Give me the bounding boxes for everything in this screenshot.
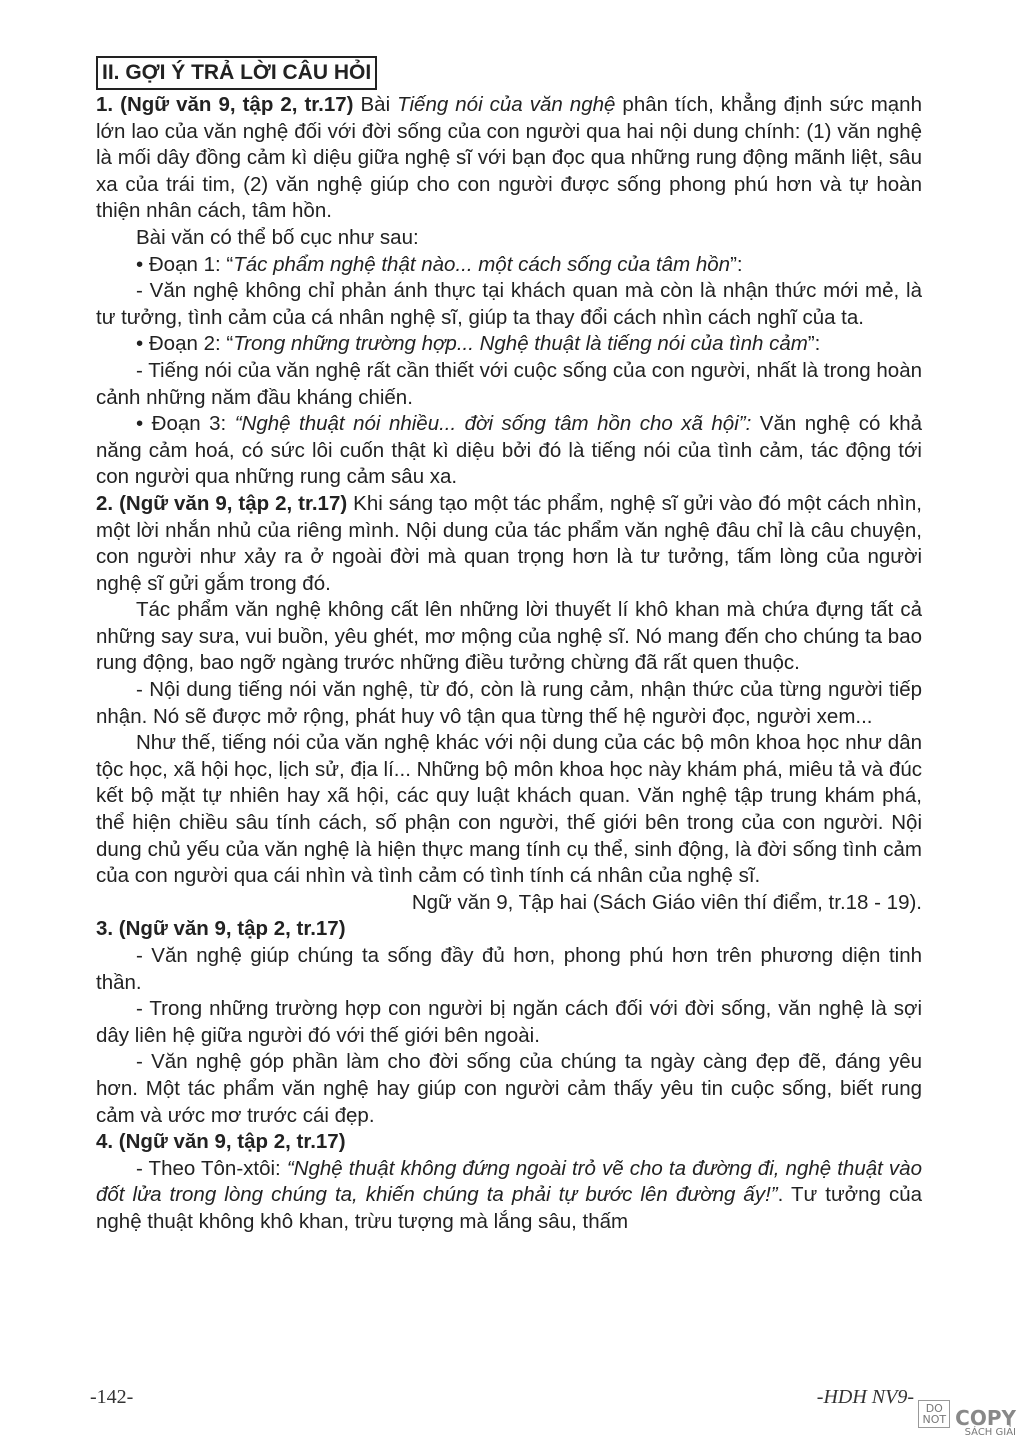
- q1-section-2: [96, 331, 922, 358]
- q3-heading: [96, 916, 922, 943]
- q3-paragraph-1: - Văn nghệ giúp chúng ta sống đầy đủ hơn, phong phú hơn trên phương diện tinh thần.: [96, 944, 922, 994]
- q2-paragraph-3: - Nội dung tiếng nói văn nghệ, từ đó, còn là rung cảm, nhận thức của từng người tiếp nhận. Nó sẽ được mở rộng, phát huy vô tận qua từng thế hệ người đọc, người xem...: [96, 678, 922, 728]
- q2-text-1: Khi sáng tạo một tác phẩm, nghệ sĩ gửi vào đó một cách nhìn, một lời nhắn nhủ của riêng mình. Nội dung của tác phẩm văn nghệ đâu chỉ là câu chuyện, con người như xảy ra ở ngoài đời mà quan trọng hơn là tư tưởng, tấm lòng của người nghệ sĩ gửi gắm trong đó.: [96, 491, 922, 595]
- q1-title: Tiếng nói của văn nghệ: [397, 93, 616, 116]
- q1-s3-label: • Đoạn 3:: [136, 412, 235, 436]
- q4-text-2: . Tư tưởng của nghệ thuật không khô khan, trừu tượng mà lắng sâu, thấm: [96, 1183, 922, 1233]
- q2-paragraph-4: Như thế, tiếng nói của văn nghệ khác với nội dung của các bộ môn khoa học như dân tộc học, xã hội học, lịch sử, địa lí... Những bộ môn khoa học này khám phá, miêu tả và đúc kết bộ mặt tự nhiên hay xã hội, các quy luật khách quan. Văn nghệ tập trung khám phá, thể hiện chiều sâu tính cách, số phận con người, thế giới bên trong của con người. Nội dung chủ yếu của văn nghệ là hiện thực mang tính cụ thể, sinh động, là đời sống tình cảm của con người qua cái nhìn và tình cảm có tình tính cá nhân của nghệ sĩ.: [96, 731, 922, 888]
- q1-s1-end: ”:: [730, 252, 743, 276]
- q2-label: 2. (Ngữ văn 9, tập 2, tr.17): [96, 491, 348, 515]
- q2-paragraph-1: [96, 491, 922, 597]
- q4-quote: “Nghệ thuật không đứng ngoài trỏ vẽ cho ta đường đi, nghệ thuật vào đốt lửa trong lòng chúng ta, khiến chúng ta phải tự bước lên đường ấy!”: [96, 1156, 922, 1207]
- q2-paragraph-2: Tác phẩm văn nghệ không cất lên những lời thuyết lí khô khan mà chứa đựng tất cả những say sưa, vui buồn, yêu ghét, mơ mộng của nghệ sĩ. Nó mang đến cho chúng ta bao rung động, bao ngỡ ngàng trước những điều tưởng chừng đã rất quen thuộc.: [96, 598, 922, 675]
- page-number: -142-: [90, 1386, 134, 1408]
- q1-s2-text: - Tiếng nói của văn nghệ rất cần thiết với cuộc sống của con người, nhất là trong hoàn cảnh những năm đầu kháng chiến.: [96, 358, 922, 409]
- q1-paragraph: [96, 92, 922, 225]
- watermark-do-not: [918, 1400, 950, 1428]
- watermark-copy: COPY: [955, 1406, 1016, 1430]
- q1-section-1: [96, 252, 922, 279]
- q4-text-1: - Theo Tôn-xtôi:: [136, 1156, 287, 1180]
- q1-s3-quote: “Nghệ thuật nói nhiều... đời sống tâm hồn cho xã hội”:: [234, 412, 752, 436]
- q3-paragraph-2: - Trong những trường hợp con người bị ngăn cách đối với đời sống, văn nghệ là sợi dây liên hệ giữa người đó với thế giới bên ngoài.: [96, 997, 922, 1047]
- watermark-site: SÁCH GIẢI: [964, 1427, 1016, 1438]
- q1-text-1: Bài: [353, 93, 398, 116]
- q1-s2-end: ”:: [807, 332, 821, 356]
- book-code: -HDH NV9-: [816, 1386, 914, 1408]
- q1-s2-quote: Trong những trường hợp... Nghệ thuật là tiếng nói của tình cảm: [233, 332, 808, 356]
- section-heading: II. GỢI Ý TRẢ LỜI CÂU HỎI: [96, 56, 377, 90]
- q1-label: 1. (Ngữ văn 9, tập 2, tr.17): [96, 93, 354, 116]
- watermark-line1: DO: [925, 1402, 943, 1415]
- watermark-line2: NOT: [922, 1413, 947, 1426]
- q1-layout-intro: Bài văn có thể bố cục như sau:: [136, 225, 419, 249]
- q1-s1-label: • Đoạn 1: “: [136, 252, 234, 276]
- q4-heading: [96, 1129, 922, 1156]
- q1-s3-text: Văn nghệ có khả năng cảm hoá, có sức lôi cuốn thật kì diệu bởi đó là tiếng nói của tình cảm, tác động tới con người qua những rung cảm sâu xa.: [96, 412, 922, 489]
- q3-label: 3. (Ngữ văn 9, tập 2, tr.17): [96, 917, 346, 941]
- q1-s1-text: - Văn nghệ không chỉ phản ánh thực tại khách quan mà còn là nhận thức mới mẻ, là tư tưởng, tình cảm của cá nhân nghệ sĩ, giúp ta thay đổi cách nhìn cách nghĩ của ta.: [96, 279, 922, 329]
- q4-paragraph-1: [96, 1156, 922, 1236]
- q1-s1-quote: Tác phẩm nghệ thật nào... một cách sống của tâm hồn: [233, 252, 731, 276]
- q4-label: 4. (Ngữ văn 9, tập 2, tr.17): [96, 1130, 346, 1154]
- q3-paragraph-3: - Văn nghệ góp phần làm cho đời sống của chúng ta ngày càng đẹp đẽ, đáng yêu hơn. Một tác phẩm văn nghệ hay giúp con người cảm thấy yêu tin cuộc sống, biết rung cảm và ước mơ trước cái đẹp.: [96, 1050, 922, 1127]
- q1-text-2: phân tích, khẳng định sức mạnh lớn lao của văn nghệ đối với đời sống của con người qua hai nội dung chính: (1) văn nghệ là mối dây đồng cảm kì diệu giữa nghệ sĩ với bạn đọc qua những rung động mãnh liệt, sâu xa của trái tim, (2) văn nghệ giúp cho con người được sống phong phú hơn và tự hoàn thiện nhân cách, tâm hồn.: [96, 93, 922, 223]
- q1-s2-label: • Đoạn 2: “: [136, 332, 234, 356]
- q1-section-3: [96, 411, 922, 491]
- watermark-logo: [918, 1400, 1016, 1438]
- q2-source: Ngữ văn 9, Tập hai (Sách Giáo viên thí điểm, tr.18 - 19).: [411, 890, 922, 914]
- document-page: [96, 56, 922, 1236]
